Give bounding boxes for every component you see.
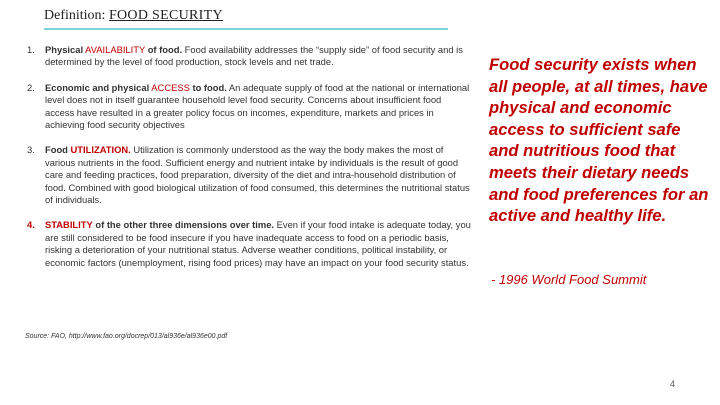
item-tail: of food.	[147, 44, 183, 55]
item-number: 2.	[27, 81, 35, 93]
item-number: 3.	[27, 144, 35, 156]
dimensions-list	[25, 44, 473, 282]
list-item	[25, 44, 473, 69]
item-tail: of the other three dimensions over time.	[95, 219, 275, 231]
list-item	[25, 144, 473, 206]
quote-attribution: - 1996 World Food Summit	[491, 272, 647, 287]
item-tail: to food.	[192, 81, 227, 93]
item-keyword: UTILIZATION.	[70, 144, 131, 156]
title-value: FOOD SECURITY	[108, 8, 223, 23]
source-citation: Source: FAO, http://www.fao.org/docrep/013/al936e/al936e00.pdf	[25, 333, 228, 340]
item-number: 4.	[27, 219, 35, 231]
item-keyword: ACCESS	[151, 81, 190, 93]
page-number: 4	[670, 379, 676, 389]
item-keyword: AVAILABILITY	[85, 44, 146, 55]
item-body: Food availability addresses the “supply side” of food security and is determined by the level of food production, stock levels and net trade.	[45, 44, 463, 68]
list-item	[25, 219, 473, 269]
item-lead: Food	[45, 144, 68, 156]
item-lead: Economic and physical	[45, 81, 150, 93]
title-underline-rule	[44, 28, 448, 30]
list-item	[25, 82, 473, 132]
title-label: Definition:	[44, 8, 106, 23]
item-number: 1.	[27, 44, 35, 55]
item-body: Even if your food intake is adequate today, you are still considered to be food insecure if you have inadequate access to food on a periodic basis, risking a deterioration of your nutritional status. Adverse weather conditions, political instability, or economic factors (unemployment, rising food prices) may have an impact on your food security status.	[45, 219, 471, 268]
item-keyword: STABILITY	[45, 219, 93, 231]
page-title	[44, 8, 223, 24]
item-lead: Physical	[45, 44, 84, 55]
item-body: Utilization is commonly understood as the way the body makes the most of various nutrients in the food. Sufficient energy and nutrient intake by individuals is the result of good care and feeding practices, food preparation, diversity of the diet and intra-household distribution of food. Combined with good biological utilization of food consumed, this determines the nutritional status of individuals.	[45, 144, 470, 206]
definition-quote: Food security exists when all people, at all times, have physical and economic access to sufficient safe and nutritious food that meets their dietary needs and food preferences for an active and healthy life.	[489, 55, 709, 226]
item-body: An adequate supply of food at the national or international level does not in itself guarantee household level food security. Concerns about insufficient food access have resulted in a greater policy focus on incomes, expenditure, markets and prices in achieving food security objectives	[45, 81, 470, 131]
